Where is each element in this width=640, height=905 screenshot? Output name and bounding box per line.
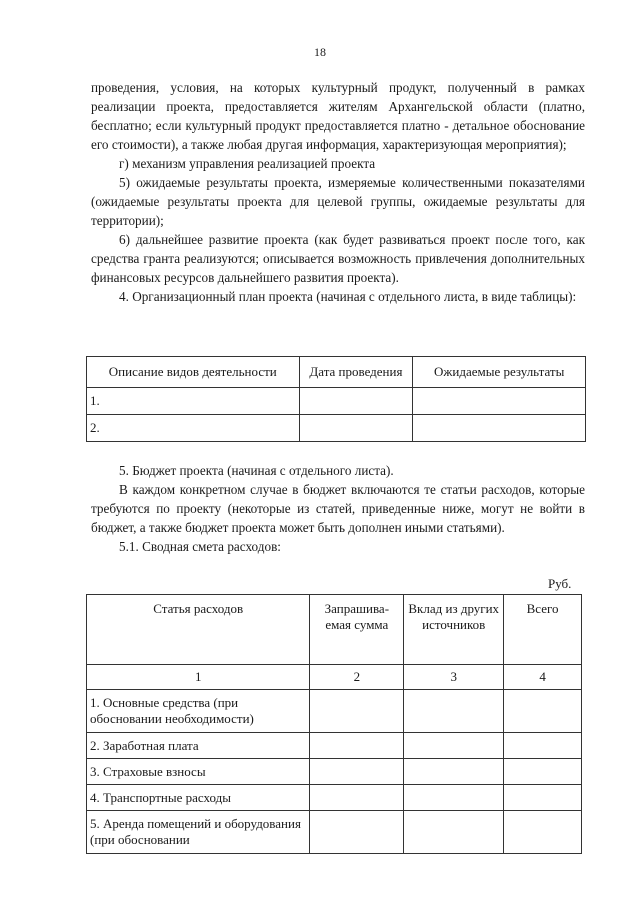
budget-cell [504,690,582,733]
budget-cell [504,785,582,811]
budget-column-numbers-row [87,665,582,690]
org-table-header-row [87,357,586,388]
budget-item-label: 1. Основные средства (при обосновании необходимости) [87,690,310,733]
budget-item-label: 2. Заработная плата [87,733,310,759]
org-header-activities: Описание видов деятельности [87,357,300,388]
table-row [87,811,582,854]
budget-header-total: Всего [504,595,582,665]
budget-table [86,594,582,854]
budget-cell [504,759,582,785]
org-cell [413,388,586,415]
budget-header-other-sources: Вклад из других источников [404,595,504,665]
table-row [87,733,582,759]
table-row [87,690,582,733]
org-cell: 2. [87,415,300,442]
paragraph-management: г) механизм управления реализацией проекта [119,156,376,171]
org-header-results: Ожидаемые результаты [413,357,586,388]
paragraph-expected-results: 5) ожидаемые результаты проекта, измеряемые количественными показателями (ожидаемые результаты проекта для целевой группы, ожидаемые результаты для территории); [91,175,585,228]
column-number: 2 [310,665,404,690]
org-cell [413,415,586,442]
org-header-date: Дата проведения [299,357,413,388]
paragraph-budget-title: 5. Бюджет проекта (начиная с отдельного листа). [119,463,394,478]
org-plan-table [86,356,586,442]
table-row [87,759,582,785]
budget-cell [504,733,582,759]
table-row [87,785,582,811]
budget-header-requested: Запрашива-емая сумма [310,595,404,665]
paragraph-budget-description: В каждом конкретном случае в бюджет включаются те статьи расходов, которые требуются по проекту (некоторые из статей, приведенные ниже, могут не войти в бюджет, а также бюджет проекта может быть дополнен иными статьями). [91,482,585,535]
paragraph-org-plan: 4. Организационный план проекта (начиная с отдельного листа, в виде таблицы): [119,289,577,304]
budget-header-item: Статья расходов [87,595,310,665]
budget-cell [404,811,504,854]
budget-cell [310,759,404,785]
paragraph-summary-estimate: 5.1. Сводная смета расходов: [119,539,281,554]
budget-header-row [87,595,582,665]
column-number: 3 [404,665,504,690]
paragraph-further-development: 6) дальнейшее развитие проекта (как будет развиваться проект после того, как средства гранта реализуются; описывается возможность привлечения дополнительных финансовых ресурсов дальнейшего развития проекта). [91,232,585,285]
budget-cell [310,690,404,733]
budget-cell [310,733,404,759]
budget-cell [404,785,504,811]
budget-cell [404,690,504,733]
budget-cell [310,785,404,811]
column-number: 1 [87,665,310,690]
text-block-top [91,78,585,306]
column-number: 4 [504,665,582,690]
budget-cell [404,733,504,759]
org-cell: 1. [87,388,300,415]
org-cell [299,415,413,442]
budget-item-label: 4. Транспортные расходы [87,785,310,811]
table-row [87,388,586,415]
currency-label: Руб. [548,576,572,591]
budget-cell [504,811,582,854]
budget-item-label: 3. Страховые взносы [87,759,310,785]
budget-cell [310,811,404,854]
budget-cell [404,759,504,785]
page-number: 18 [314,45,326,59]
paragraph-conditions: проведения, условия, на которых культурный продукт, полученный в рамках реализации проекта, предоставляется жителям Архангельской области (платно, бесплатно; если культурный продукт предоставляется платно - детальное обоснование его стоимости), а также любая другая информация, характеризующая мероприятия); [91,80,585,152]
text-block-mid [91,461,585,556]
table-row [87,415,586,442]
budget-item-label: 5. Аренда помещений и оборудования (при обосновании [87,811,310,854]
org-cell [299,388,413,415]
